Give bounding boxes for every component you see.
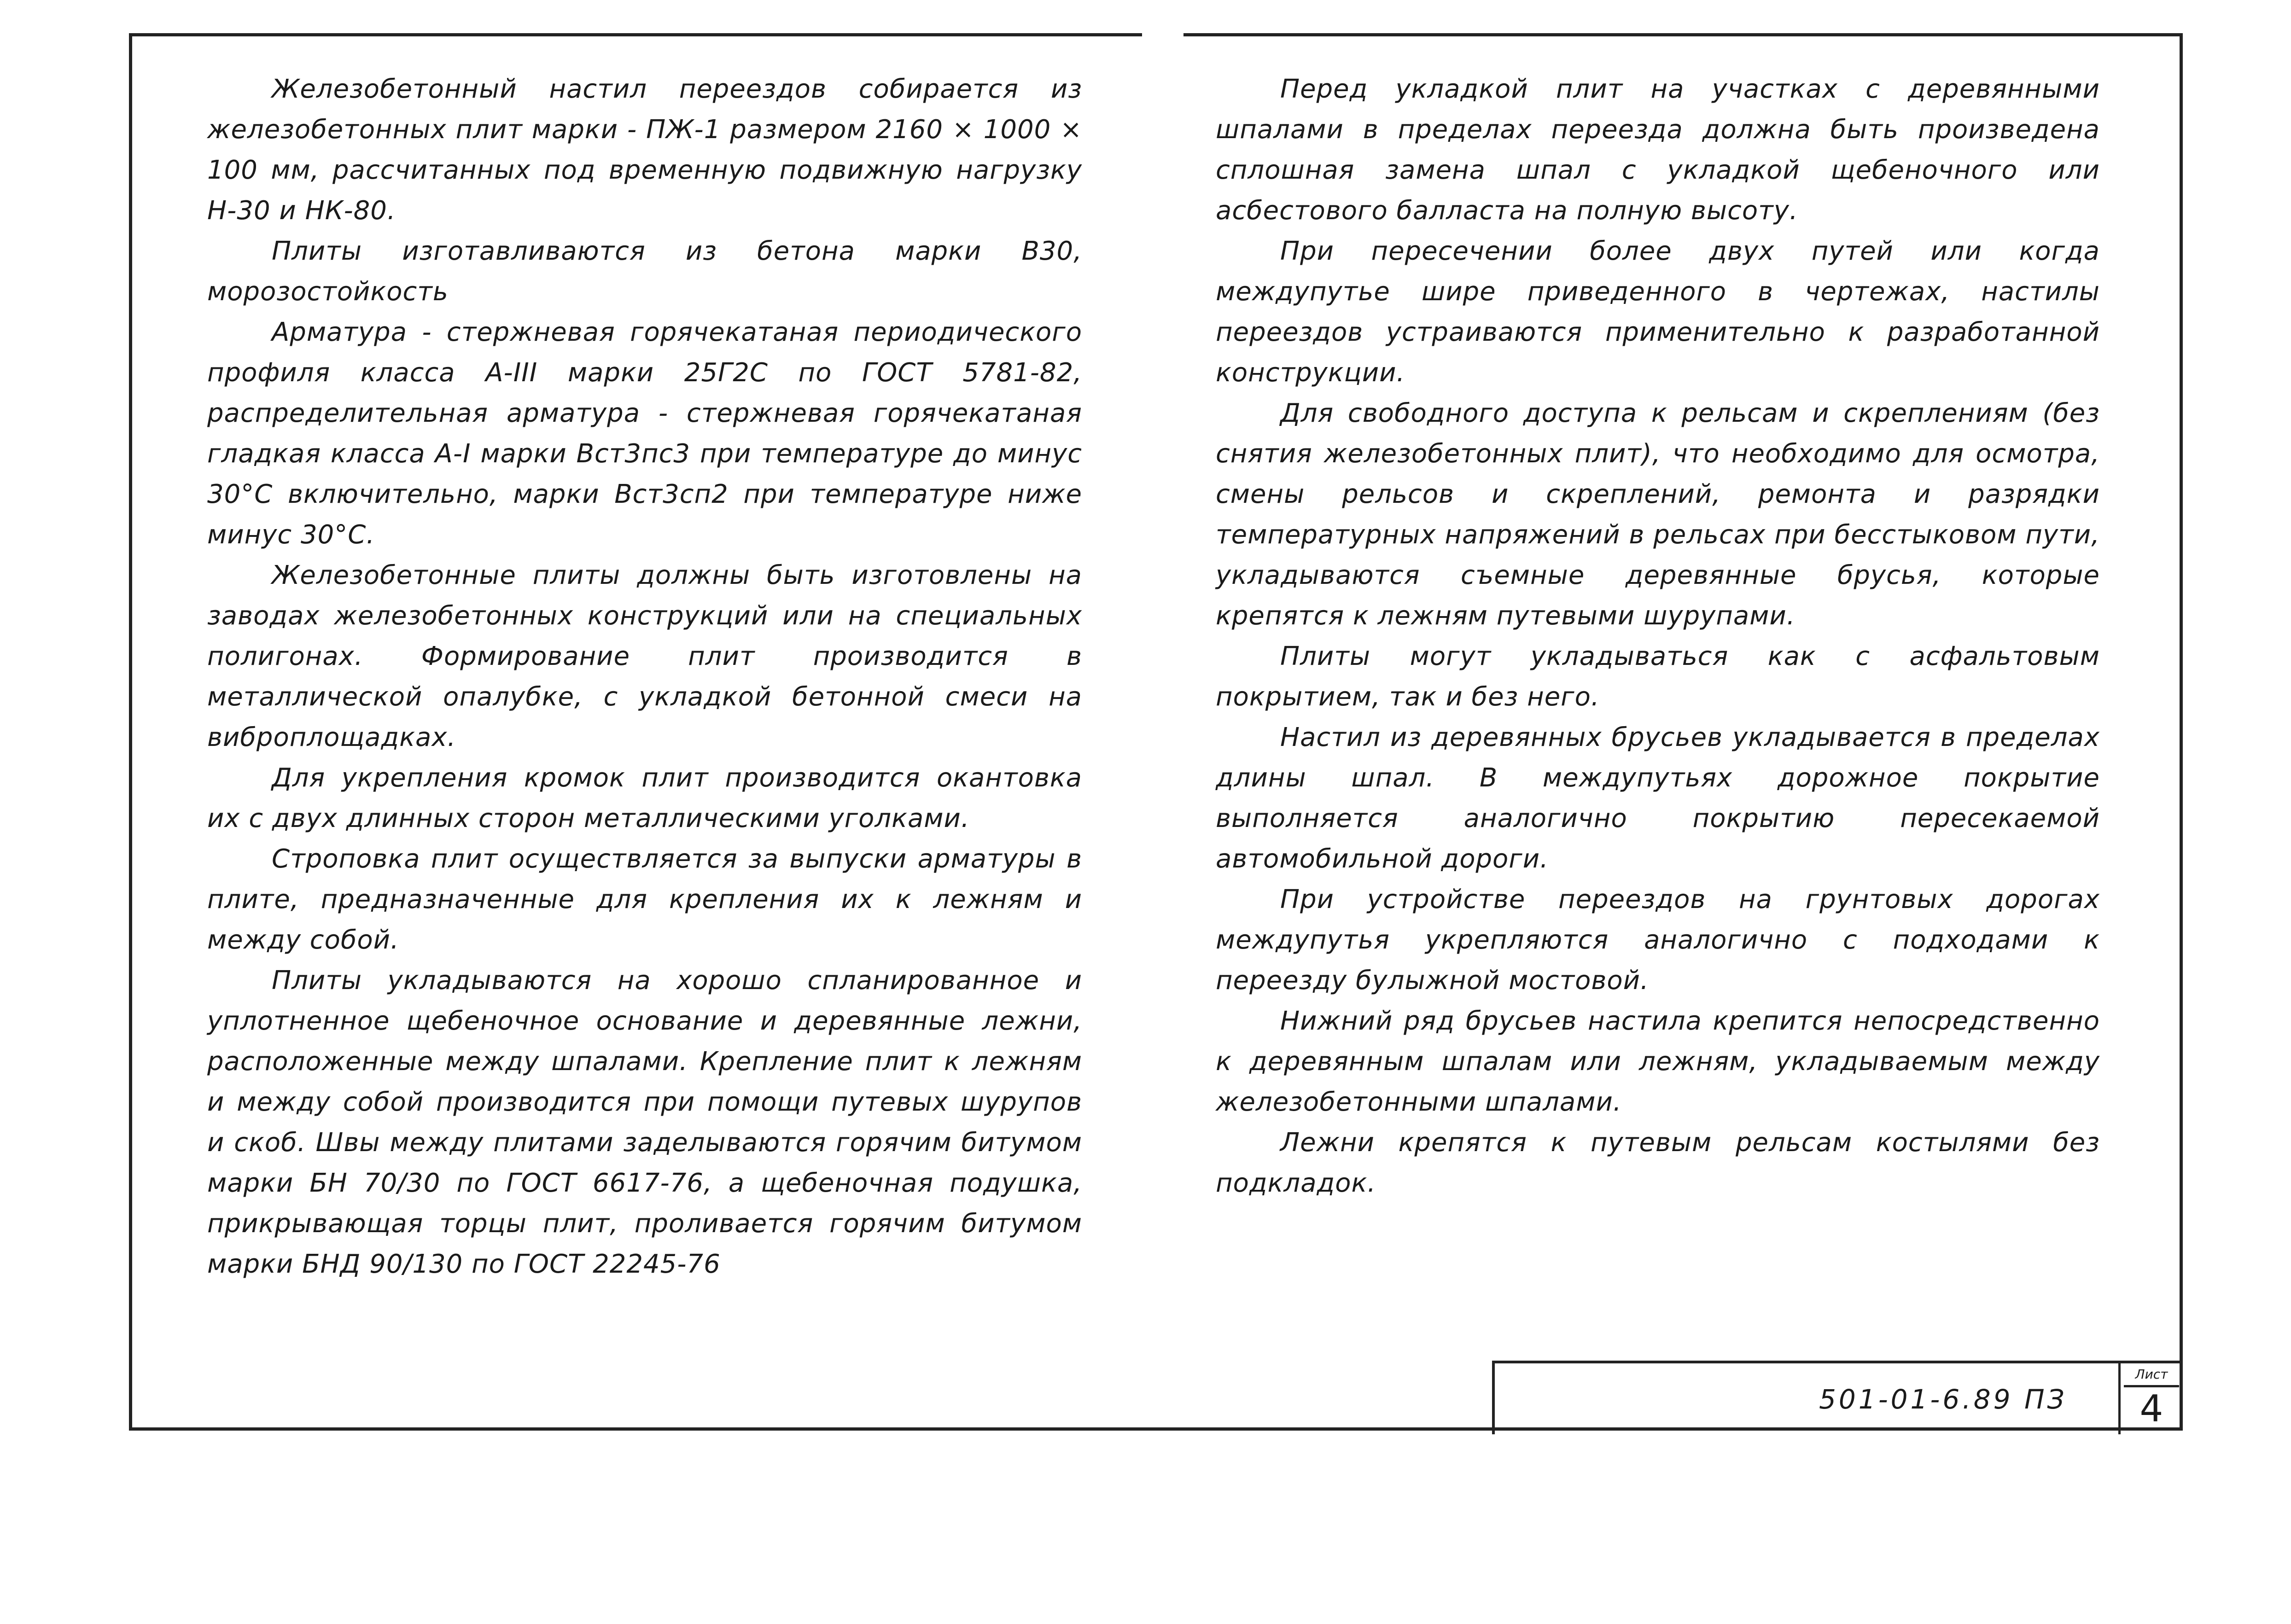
paragraph: Железобетонные плиты должны быть изготовлены на заводах железобетонных конструкций или на специальных полигонах. Формирование плит производится в металлической опалубке, с укладкой бетонной смеси на виброплощадках.: [207, 560, 1082, 752]
paragraph: При устройстве переездов на грунтовых дорогах междупутья укрепляются аналогично с подходами к переезду булыжной мостовой.: [1216, 885, 2100, 995]
paragraph: Нижний ряд брусьев настила крепится непосредственно к деревянным шпалам или лежням, укладываемым между железобетонными шпалами.: [1216, 1006, 2100, 1117]
paragraph: При пересечении более двух путей или когда междупутье шире приведенного в чертежах, настилы переездов устраиваются применительно к разработанной конструкции.: [1216, 236, 2100, 388]
paragraph: Железобетонный настил переездов собирается из железобетонных плит марки - ПЖ-1 размером 2160 × 1000 × 100 мм, рассчитанных под временную подвижную нагрузку Н-30 и НК-80.: [207, 74, 1082, 226]
paragraph: Для укрепления кромок плит производится окантовка их с двух длинных сторон металлическими уголками.: [207, 763, 1082, 833]
paragraph: Перед укладкой плит на участках с деревянными шпалами в пределах переезда должна быть произведена сплошная замена шпал с укладкой щебеночного или асбестового балласта на полную высоту.: [1216, 74, 2100, 226]
paragraph: Настил из деревянных брусьев укладывается в пределах длины шпал. В междупутьях дорожное покрытие выполняется аналогично покрытию пересекаемой автомобильной дороги.: [1216, 722, 2100, 874]
paragraph: Лежни крепятся к путевым рельсам костылями без подкладок.: [1216, 1128, 2100, 1198]
paragraph: Строповка плит осуществляется за выпуски арматуры в плите, предназначенные для крепления их к лежням и между собой.: [207, 844, 1082, 955]
paragraph: Плиты могут укладываться как с асфальтовым покрытием, так и без него.: [1216, 641, 2100, 712]
frame-gap: [1142, 28, 1183, 39]
sheet-number: 4: [2139, 1387, 2163, 1430]
paragraph: Для свободного доступа к рельсам и скреплениям (без снятия железобетонных плит), что необходимо для осмотра, смены рельсов и скреплений, ремонта и разрядки температурных напряжений в рельсах при бесстыковом пути, укладываются съемные деревянные брусья, которые крепятся к лежням путевыми шурупами.: [1216, 398, 2100, 631]
paragraph: Плиты укладываются на хорошо спланированное и уплотненное щебеночное основание и деревянные лежни, расположенные между шпалами. Крепление плит к лежням и между собой производится при помощи путевых шурупов и скоб. Швы между плитами заделываются горячим битумом марки БН 70/30 по ГОСТ 6617-76, а щебеночная подушка, прикрывающая торцы плит, проливается горячим битумом марки БНД 90/130 по ГОСТ 22245-76: [207, 966, 1082, 1279]
right-text-column: [1216, 69, 2100, 1204]
left-text-column: [207, 69, 1082, 1285]
paragraph: Плиты изготавливаются из бетона марки В30, морозостойкость: [207, 236, 1082, 307]
sheet-label: Лист: [2124, 1364, 2179, 1387]
paragraph: Арматура - стержневая горячекатаная периодического профиля класса А-III марки 25Г2С по ГОСТ 5781-82, распределительная арматура - стержневая горячекатаная гладкая класса А-I марки Вст3пс3 при температуре до минус 30°С включительно, марки Вст3сп2 при температуре ниже минус 30°С.: [207, 317, 1082, 550]
document-code: 501-01-6.89 ПЗ: [1819, 1384, 2067, 1415]
